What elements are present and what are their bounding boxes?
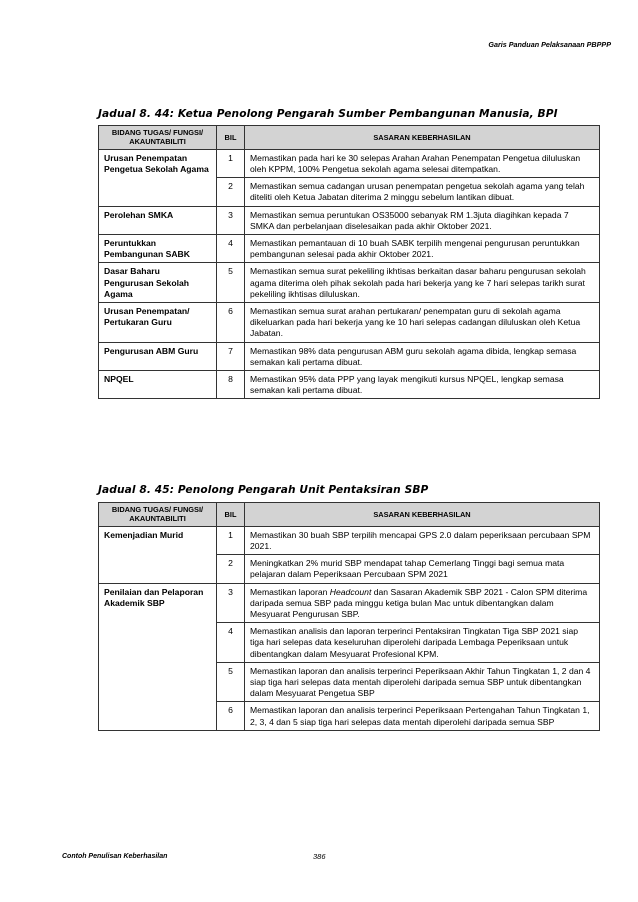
bil-cell: 5 xyxy=(217,662,245,702)
bil-cell: 1 xyxy=(217,526,245,554)
target-text-part: Memastikan laporan xyxy=(250,586,330,597)
target-cell: Memastikan laporan dan analisis terperinci Peperiksaan Akhir Tahun Tingkatan 1, 2 dan 4 siap tiga hari selepas data mentah diperolehi daripada semua SBP untuk dibentangkan dalam Mesyuarat Pengetua SBP xyxy=(245,662,600,702)
table-header-row xyxy=(99,126,600,150)
header-function: BIDANG TUGAS/ FUNGSI/ AKAUNTABILITI xyxy=(99,503,217,527)
bil-cell: 2 xyxy=(217,555,245,583)
running-footer: Contoh Penulisan Keberhasilan xyxy=(62,853,168,860)
bil-cell: 2 xyxy=(217,178,245,206)
table-8-44 xyxy=(98,125,600,399)
target-cell: Memastikan semua surat arahan pertukaran/ penempatan guru di sekolah agama dikeluarkan pada hari bekerja yang ke 10 hari selepas cadangan diluluskan oleh Ketua Jabatan. xyxy=(245,303,600,343)
target-cell: Memastikan 30 buah SBP terpilih mencapai GPS 2.0 dalam peperiksaan percubaan SPM 2021. xyxy=(245,526,600,554)
table-row xyxy=(99,526,600,554)
bil-cell: 6 xyxy=(217,303,245,343)
header-bil: BIL xyxy=(217,126,245,150)
bil-cell: 1 xyxy=(217,149,245,177)
header-function: BIDANG TUGAS/ FUNGSI/ AKAUNTABILITI xyxy=(99,126,217,150)
target-cell: Memastikan semua cadangan urusan penempatan pengetua sekolah agama yang telah diteliti oleh Ketua Jabatan diterima 2 minggu sebelum lantikan dibuat. xyxy=(245,178,600,206)
table-header-row xyxy=(99,503,600,527)
target-cell: Memastikan pada hari ke 30 selepas Arahan Arahan Penempatan Pengetua diluluskan oleh KPPM, 100% Pengetua sekolah agama selesai ditempatkan. xyxy=(245,149,600,177)
function-cell: Kemenjadian Murid xyxy=(99,526,217,583)
bil-cell: 4 xyxy=(217,623,245,663)
target-cell: Memastikan laporan dan analisis terperinci Peperiksaan Pertengahan Tahun Tingkatan 1, 2, 3, 4 dan 5 siap tiga hari selepas data mentah diperolehi daripada semua SBP xyxy=(245,702,600,730)
bil-cell: 8 xyxy=(217,371,245,399)
target-cell xyxy=(245,583,600,623)
table-row xyxy=(99,235,600,263)
bil-cell: 4 xyxy=(217,235,245,263)
bil-cell: 3 xyxy=(217,206,245,234)
target-cell: Meningkatkan 2% murid SBP mendapat tahap Cemerlang Tinggi bagi semua mata pelajaran dalam Peperiksaan Percubaan SPM 2021 xyxy=(245,555,600,583)
table-row xyxy=(99,149,600,177)
target-cell: Memastikan semua peruntukan OS35000 sebanyak RM 1.3juta diagihkan kepada 7 SMKA dan perbelanjaan diselesaikan pada akhir Oktober 2021. xyxy=(245,206,600,234)
table-row xyxy=(99,303,600,343)
function-cell: NPQEL xyxy=(99,371,217,399)
header-bil: BIL xyxy=(217,503,245,527)
table-row xyxy=(99,583,600,623)
bil-cell: 3 xyxy=(217,583,245,623)
bil-cell: 7 xyxy=(217,342,245,370)
header-target: SASARAN KEBERHASILAN xyxy=(245,126,600,150)
bil-cell: 5 xyxy=(217,263,245,303)
function-cell: Perolehan SMKA xyxy=(99,206,217,234)
target-text-emphasis: Headcount xyxy=(329,586,372,597)
running-header: Garis Panduan Pelaksanaan PBPPP xyxy=(488,40,611,49)
function-cell: Peruntukkan Pembangunan SABK xyxy=(99,235,217,263)
table-title-8-45: Jadual 8. 45: Penolong Pengarah Unit Pentaksiran SBP xyxy=(98,484,429,496)
target-cell: Memastikan analisis dan laporan terperinci Pentaksiran Tingkatan Tiga SBP 2021 siap tiga hari selepas data keseluruhan diperolehi daripada Lembaga Peperiksaan untuk dibentangkan dalam Mesyuarat Profesional KPM. xyxy=(245,623,600,663)
table-row xyxy=(99,263,600,303)
target-cell: Memastikan semua surat pekeliling ikhtisas berkaitan dasar baharu pengurusan sekolah agama diterima oleh pihak sekolah pada hari bekerja yang ke 7 hari selepas tarikh surat pekeliling ikhtisas diluluskan. xyxy=(245,263,600,303)
function-cell: Penilaian dan Pelaporan Akademik SBP xyxy=(99,583,217,730)
table-row xyxy=(99,206,600,234)
function-cell: Pengurusan ABM Guru xyxy=(99,342,217,370)
bil-cell: 6 xyxy=(217,702,245,730)
target-cell: Memastikan 98% data pengurusan ABM guru sekolah agama dibida, lengkap semasa semakan kali pertama dibuat. xyxy=(245,342,600,370)
header-target: SASARAN KEBERHASILAN xyxy=(245,503,600,527)
function-cell: Urusan Penempatan Pengetua Sekolah Agama xyxy=(99,149,217,206)
page-number: 386 xyxy=(313,852,326,861)
target-text-part: dan Sasaran Akademik SBP 2021 - Calon SPM diterima daripada semua SBP pada minggu ketiga bulan Mac untuk dibentangkan dalam Mesyuarat Pengurusan SBP. xyxy=(250,586,588,620)
function-cell: Urusan Penempatan/ Pertukaran Guru xyxy=(99,303,217,343)
target-cell: Memastikan pemantauan di 10 buah SABK terpilih mengenai pengurusan peruntukkan pembangunan selesai pada akhir Oktober 2021. xyxy=(245,235,600,263)
target-cell: Memastikan 95% data PPP yang layak mengikuti kursus NPQEL, lengkap semasa semakan kali pertama dibuat. xyxy=(245,371,600,399)
table-8-45 xyxy=(98,502,600,731)
table-row xyxy=(99,371,600,399)
table-title-8-44: Jadual 8. 44: Ketua Penolong Pengarah Sumber Pembangunan Manusia, BPI xyxy=(98,108,558,120)
table-row xyxy=(99,342,600,370)
function-cell: Dasar Baharu Pengurusan Sekolah Agama xyxy=(99,263,217,303)
